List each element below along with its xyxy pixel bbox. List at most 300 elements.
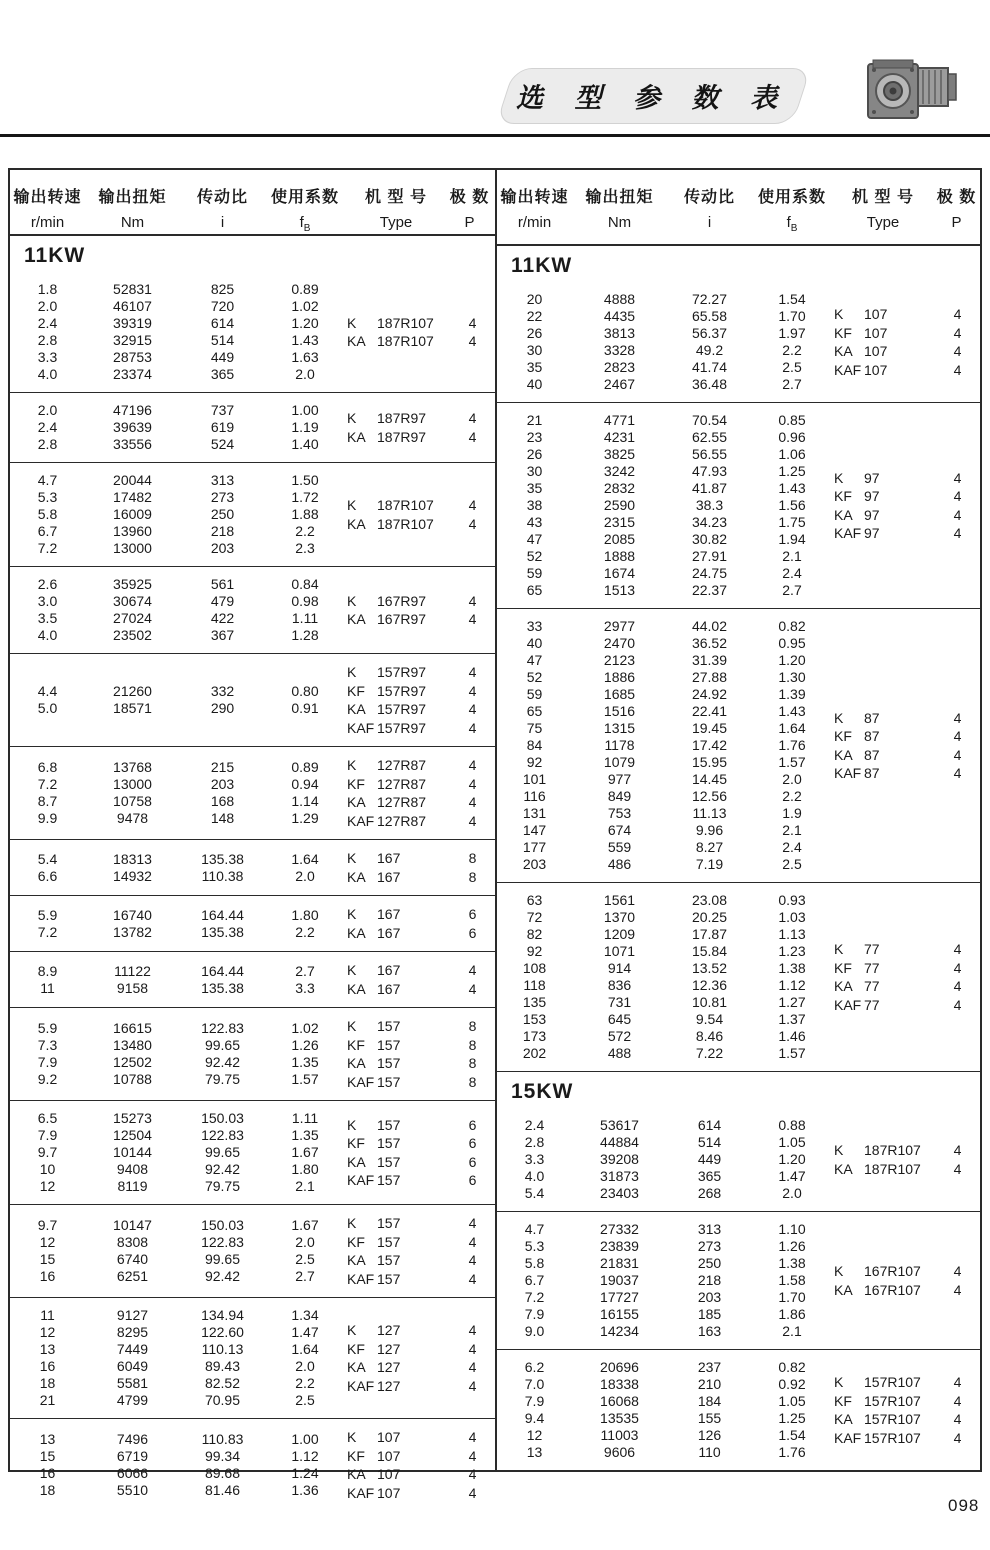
type-model: 187R107 — [377, 515, 434, 532]
type-row — [345, 1428, 495, 1447]
type-row — [345, 905, 495, 924]
output-torque-cell: 731 — [607, 994, 632, 1010]
output-torque-cell: 2977 — [603, 618, 636, 634]
type-prefix: K — [347, 592, 357, 609]
output-speed-cell: 92 — [526, 943, 543, 959]
service-factor-cell: 0.93 — [778, 892, 806, 908]
service-factor-cell: 2.0 — [295, 1358, 315, 1374]
output-speed-cell: 13 — [526, 1444, 543, 1460]
type-prefix: KA — [347, 1252, 366, 1269]
output-torque-cell: 13535 — [600, 1410, 639, 1426]
output-speed-cell: 3.5 — [37, 610, 58, 626]
service-factor-cell: 1.9 — [782, 805, 802, 821]
ratio-cell: 164.44 — [201, 962, 244, 979]
type-label — [345, 1322, 450, 1338]
poles-cell: 4 — [468, 1377, 477, 1394]
rating-rows — [497, 291, 832, 393]
poles-cell: 4 — [468, 1447, 477, 1464]
type-model: 127 — [377, 1377, 401, 1394]
ratio-cell: 11.13 — [692, 805, 727, 821]
type-label — [345, 683, 450, 699]
output-torque-cell: 8295 — [116, 1324, 149, 1340]
output-torque-cell: 17727 — [600, 1289, 639, 1305]
output-torque-cell: 914 — [607, 960, 632, 976]
type-prefix: KA — [347, 428, 366, 445]
gear-motor-photo-icon — [865, 52, 961, 126]
type-prefix: KA — [834, 1160, 853, 1177]
type-prefix: K — [834, 709, 844, 726]
output-speed-cell: 16 — [39, 1465, 56, 1481]
rating-rows — [10, 961, 345, 998]
output-speed-cell: 5.3 — [37, 489, 58, 505]
type-prefix: KAF — [347, 812, 375, 829]
ratio-cell: 81.46 — [204, 1482, 241, 1498]
type-row — [345, 700, 495, 719]
output-speed-cell: 5.0 — [37, 700, 58, 716]
ratio-cell: 134.94 — [201, 1307, 244, 1323]
output-speed-cell: 84 — [526, 737, 543, 753]
type-row — [832, 746, 980, 765]
output-speed-cell: 15 — [39, 1448, 56, 1464]
output-speed-cell: 43 — [526, 514, 543, 530]
header-label-zh: 机 型 号 — [852, 189, 914, 206]
type-prefix: KA — [347, 1055, 366, 1072]
output-torque-cell: 16068 — [600, 1393, 639, 1409]
ratio-cell: 17.42 — [691, 737, 728, 753]
type-prefix: KF — [347, 1233, 365, 1250]
service-factor-cell: 1.97 — [778, 325, 806, 341]
ratio-cell: 737 — [210, 402, 235, 418]
type-label — [345, 869, 450, 885]
poles-cell: 4 — [953, 306, 962, 323]
output-torque-cell: 1888 — [603, 548, 636, 564]
output-speed-cell: 22 — [526, 308, 543, 324]
output-torque-cell: 849 — [607, 788, 632, 804]
poles-cell: 4 — [468, 515, 477, 532]
poles-cell: 4 — [468, 1484, 477, 1501]
rating-rows — [10, 905, 345, 942]
type-list — [345, 472, 495, 557]
ratio-cell: 110 — [698, 1444, 721, 1460]
ratio-cell: 449 — [697, 1151, 722, 1167]
service-factor-cell: 2.1 — [782, 822, 802, 838]
poles-cell: 4 — [468, 1322, 477, 1339]
type-label — [345, 1448, 450, 1464]
ratio-cell: 122.83 — [201, 1234, 244, 1250]
ratio-cell: 15.95 — [691, 754, 728, 770]
type-row — [832, 469, 980, 488]
rating-block — [10, 746, 495, 839]
type-model: 157R97 — [377, 682, 427, 699]
type-model: 167 — [377, 980, 401, 997]
type-prefix: KAF — [347, 1270, 375, 1287]
type-label — [345, 497, 450, 513]
service-factor-cell: 1.39 — [778, 686, 806, 702]
output-torque-cell: 21260 — [113, 683, 152, 699]
type-model: 157R97 — [377, 664, 427, 681]
type-row — [345, 961, 495, 980]
poles-cell: 4 — [468, 1466, 477, 1483]
ratio-cell: 210 — [697, 1376, 722, 1392]
type-row — [832, 940, 980, 959]
type-row — [832, 1429, 980, 1448]
type-row — [832, 524, 980, 543]
poles-cell: 6 — [468, 906, 477, 923]
output-torque-cell: 10144 — [113, 1144, 152, 1160]
ratio-cell: 34.23 — [691, 514, 728, 530]
table-header-right — [497, 170, 980, 246]
service-factor-cell: 1.00 — [291, 1431, 319, 1447]
rating-block — [497, 608, 980, 882]
type-model: 167R97 — [377, 611, 427, 628]
output-torque-cell: 6049 — [116, 1358, 149, 1374]
rating-block — [497, 882, 980, 1071]
rating-block — [497, 1108, 980, 1211]
ratio-cell: 24.92 — [691, 686, 728, 702]
poles-cell: 8 — [468, 1073, 477, 1090]
output-torque-cell: 1071 — [603, 943, 636, 959]
ratio-cell: 92.42 — [204, 1161, 241, 1177]
type-row — [345, 1116, 495, 1135]
output-torque-cell: 23502 — [113, 627, 152, 643]
rating-block — [10, 462, 495, 566]
ratio-cell: 218 — [697, 1272, 722, 1288]
poles-cell: 8 — [468, 850, 477, 867]
ratio-cell: 7.22 — [695, 1045, 724, 1061]
type-list — [345, 402, 495, 453]
output-speed-cell: 4.0 — [524, 1168, 545, 1184]
output-torque-cell: 33556 — [113, 436, 152, 452]
output-torque-cell: 3813 — [603, 325, 636, 341]
type-prefix: KAF — [347, 1172, 375, 1189]
unit-fb-sub: B — [303, 223, 311, 234]
type-row — [345, 1233, 495, 1252]
type-label — [832, 997, 935, 1013]
output-torque-cell: 4231 — [603, 429, 636, 445]
header-unit: i — [220, 214, 225, 231]
poles-cell: 8 — [468, 1055, 477, 1072]
type-list — [832, 892, 980, 1062]
header-column — [265, 184, 345, 234]
output-speed-cell: 9.9 — [37, 810, 58, 826]
ratio-cell: 44.02 — [691, 618, 728, 634]
type-label — [345, 794, 450, 810]
poles-cell: 4 — [468, 664, 477, 681]
output-torque-cell: 2315 — [603, 514, 636, 530]
output-speed-cell: 2.0 — [37, 298, 58, 314]
type-model: 157 — [377, 1135, 401, 1152]
rating-block — [10, 653, 495, 746]
type-label — [345, 1117, 450, 1133]
output-speed-cell: 11 — [40, 979, 55, 996]
ratio-cell: 79.75 — [204, 1178, 241, 1194]
poles-cell: 4 — [953, 709, 962, 726]
output-speed-cell: 2.8 — [524, 1134, 545, 1150]
poles-cell: 4 — [468, 719, 477, 736]
poles-cell: 4 — [468, 1233, 477, 1250]
type-label — [832, 710, 935, 726]
type-label — [832, 525, 935, 541]
output-speed-cell: 5.4 — [37, 850, 58, 867]
service-factor-cell: 1.38 — [778, 1255, 806, 1271]
type-row — [345, 1073, 495, 1092]
ratio-cell: 8.27 — [695, 839, 724, 855]
poles-cell: 4 — [953, 1160, 962, 1177]
type-label — [832, 362, 935, 378]
service-factor-cell: 0.91 — [291, 700, 319, 716]
type-prefix: KA — [347, 1466, 366, 1483]
output-torque-cell: 13960 — [113, 523, 152, 539]
ratio-cell: 422 — [210, 610, 235, 626]
header-column — [180, 184, 265, 234]
header-column — [10, 184, 85, 234]
output-torque-cell: 10758 — [113, 793, 152, 809]
type-label — [345, 410, 450, 426]
service-factor-cell: 2.4 — [782, 839, 802, 855]
type-row — [345, 1321, 495, 1340]
output-speed-cell: 5.8 — [524, 1255, 545, 1271]
poles-cell: 4 — [468, 1252, 477, 1269]
type-label — [832, 1374, 935, 1390]
output-speed-cell: 26 — [526, 446, 543, 462]
service-factor-cell: 2.2 — [782, 788, 802, 804]
service-factor-cell: 1.70 — [778, 308, 806, 324]
output-torque-cell: 674 — [607, 822, 632, 838]
output-torque-cell: 572 — [607, 1028, 632, 1044]
output-speed-cell: 15 — [39, 1251, 56, 1267]
type-prefix: KF — [347, 1036, 365, 1053]
type-label — [345, 1154, 450, 1170]
ratio-cell: 36.48 — [691, 376, 728, 392]
poles-cell: 4 — [953, 941, 962, 958]
poles-cell: 8 — [468, 1018, 477, 1035]
service-factor-cell: 2.3 — [295, 540, 315, 556]
ratio-cell: 148 — [210, 810, 235, 826]
output-speed-cell: 7.9 — [37, 1054, 58, 1070]
type-row — [345, 1465, 495, 1484]
service-factor-cell: 2.2 — [295, 1375, 315, 1391]
output-speed-cell: 5.9 — [37, 1020, 58, 1036]
type-model: 127 — [377, 1340, 401, 1357]
output-torque-cell: 488 — [607, 1045, 632, 1061]
output-speed-cell: 9.7 — [37, 1217, 58, 1233]
output-torque-cell: 16615 — [113, 1020, 152, 1036]
type-prefix: KAF — [834, 361, 862, 378]
output-torque-cell: 8308 — [116, 1234, 149, 1250]
type-prefix: KF — [834, 959, 852, 976]
output-torque-cell: 2123 — [603, 652, 636, 668]
type-prefix: K — [347, 757, 357, 774]
type-model: 157 — [377, 1018, 401, 1035]
output-torque-cell: 486 — [607, 856, 632, 872]
output-torque-cell: 2823 — [603, 359, 636, 375]
type-model: 107 — [377, 1484, 401, 1501]
output-torque-cell: 44884 — [600, 1134, 639, 1150]
output-torque-cell: 8119 — [117, 1178, 148, 1194]
output-torque-cell: 13782 — [113, 923, 152, 940]
type-list — [345, 1110, 495, 1195]
rating-rows — [10, 1428, 345, 1502]
output-speed-cell: 2.8 — [37, 332, 58, 348]
service-factor-cell: 1.00 — [291, 402, 319, 418]
output-speed-cell: 131 — [522, 805, 547, 821]
poles-cell: 4 — [953, 1411, 962, 1428]
ratio-cell: 825 — [210, 281, 235, 297]
type-prefix: K — [834, 941, 844, 958]
poles-cell: 4 — [953, 1429, 962, 1446]
output-torque-cell: 1079 — [603, 754, 636, 770]
type-model: 107 — [864, 324, 888, 341]
header-unit: Type — [379, 214, 413, 231]
ratio-cell: 561 — [210, 576, 235, 592]
service-factor-cell: 1.35 — [291, 1054, 319, 1070]
rating-block — [10, 1418, 495, 1511]
ratio-cell: 15.84 — [691, 943, 728, 959]
rating-rows — [497, 1117, 832, 1202]
output-torque-cell: 11003 — [600, 1427, 639, 1443]
output-torque-cell: 27024 — [113, 610, 152, 626]
service-factor-cell: 1.47 — [291, 1324, 319, 1340]
type-row — [345, 409, 495, 428]
service-factor-cell: 1.57 — [291, 1071, 319, 1087]
header-label-zh: 机 型 号 — [365, 189, 427, 206]
output-torque-cell: 10147 — [113, 1217, 152, 1233]
output-speed-cell: 2.8 — [37, 436, 58, 452]
output-speed-cell: 16 — [39, 1268, 56, 1284]
ratio-cell: 365 — [697, 1168, 722, 1184]
service-factor-cell: 1.67 — [291, 1144, 319, 1160]
type-model: 187R97 — [377, 428, 427, 445]
service-factor-cell: 1.06 — [778, 446, 806, 462]
ratio-cell: 203 — [210, 540, 235, 556]
output-torque-cell: 3242 — [603, 463, 636, 479]
output-speed-cell: 9.4 — [524, 1410, 545, 1426]
service-factor-cell: 1.20 — [778, 1151, 806, 1167]
type-label — [345, 333, 450, 349]
output-speed-cell: 1.8 — [37, 281, 58, 297]
output-torque-cell: 53617 — [600, 1117, 639, 1133]
poles-cell: 4 — [468, 1215, 477, 1232]
type-model: 157 — [377, 1055, 401, 1072]
output-speed-cell: 26 — [526, 325, 543, 341]
type-row — [345, 775, 495, 794]
poles-cell: 4 — [468, 682, 477, 699]
ratio-cell: 185 — [697, 1306, 722, 1322]
type-list — [345, 1214, 495, 1288]
service-factor-cell: 1.28 — [291, 627, 319, 643]
poles-cell: 4 — [953, 1281, 962, 1298]
type-model: 127R87 — [377, 794, 427, 811]
poles-cell: 4 — [953, 343, 962, 360]
type-row — [832, 1392, 980, 1411]
output-torque-cell: 4888 — [603, 291, 636, 307]
type-row — [345, 868, 495, 887]
ratio-cell: 12.36 — [691, 977, 728, 993]
output-speed-cell: 35 — [526, 480, 543, 496]
poles-cell: 4 — [953, 765, 962, 782]
type-label — [345, 776, 450, 792]
type-model: 157R107 — [864, 1374, 921, 1391]
type-model: 87 — [864, 709, 880, 726]
header-unit — [752, 214, 832, 234]
service-factor-cell: 0.96 — [778, 429, 806, 445]
type-model: 97 — [864, 488, 880, 505]
type-model: 127R87 — [377, 757, 427, 774]
ratio-cell: 614 — [210, 315, 235, 331]
type-prefix: K — [347, 1116, 357, 1133]
type-model: 127 — [377, 1322, 401, 1339]
output-torque-cell: 1886 — [603, 669, 636, 685]
type-label — [345, 1135, 450, 1151]
service-factor-cell: 2.0 — [295, 366, 315, 382]
output-speed-cell: 20 — [526, 291, 543, 307]
ratio-cell: 12.56 — [691, 788, 728, 804]
type-model: 87 — [864, 728, 880, 745]
output-speed-cell: 65 — [526, 582, 543, 598]
type-row — [345, 1054, 495, 1073]
type-model: 157R107 — [864, 1411, 921, 1428]
output-speed-cell: 59 — [526, 565, 543, 581]
poles-cell: 4 — [468, 497, 477, 514]
output-speed-cell: 47 — [526, 652, 543, 668]
type-prefix: KF — [834, 488, 852, 505]
rating-rows — [10, 576, 345, 644]
type-model: 167 — [377, 868, 401, 885]
service-factor-cell: 2.1 — [782, 1323, 802, 1339]
output-torque-cell: 12504 — [113, 1127, 152, 1143]
ratio-cell: 9.96 — [695, 822, 724, 838]
poles-cell: 8 — [468, 868, 477, 885]
output-torque-cell: 20044 — [113, 472, 152, 488]
type-label — [345, 1215, 450, 1231]
type-prefix: K — [834, 1142, 844, 1159]
type-label — [832, 1142, 935, 1158]
rating-rows — [497, 412, 832, 599]
output-torque-cell: 645 — [607, 1011, 632, 1027]
type-label — [832, 325, 935, 341]
service-factor-cell: 1.54 — [778, 291, 806, 307]
type-label — [345, 701, 450, 717]
type-model: 167 — [377, 850, 401, 867]
rating-block — [497, 1211, 980, 1349]
poles-cell: 8 — [468, 1036, 477, 1053]
output-speed-cell: 202 — [522, 1045, 547, 1061]
output-speed-cell: 135 — [522, 994, 547, 1010]
output-speed-cell: 4.0 — [37, 366, 58, 382]
service-factor-cell: 1.76 — [778, 1444, 806, 1460]
output-speed-cell: 18 — [39, 1482, 56, 1498]
output-speed-cell: 5.4 — [524, 1185, 545, 1201]
type-prefix: KA — [834, 1411, 853, 1428]
type-row — [345, 1358, 495, 1377]
type-prefix: KA — [347, 1359, 366, 1376]
type-model: 157 — [377, 1270, 401, 1287]
output-speed-cell: 40 — [526, 376, 543, 392]
output-torque-cell: 35925 — [113, 576, 152, 592]
type-row — [345, 812, 495, 831]
ratio-cell: 36.52 — [691, 635, 728, 651]
rating-rows — [497, 1359, 832, 1461]
output-torque-cell: 9606 — [603, 1444, 636, 1460]
output-torque-cell: 16740 — [113, 906, 152, 923]
type-prefix: KA — [347, 794, 366, 811]
service-factor-cell: 1.05 — [778, 1134, 806, 1150]
poles-cell: 4 — [953, 728, 962, 745]
poles-cell: 6 — [468, 924, 477, 941]
output-speed-cell: 21 — [39, 1392, 56, 1408]
service-factor-cell: 1.64 — [291, 850, 319, 867]
header-label-zh: 输出扭矩 — [585, 189, 654, 206]
